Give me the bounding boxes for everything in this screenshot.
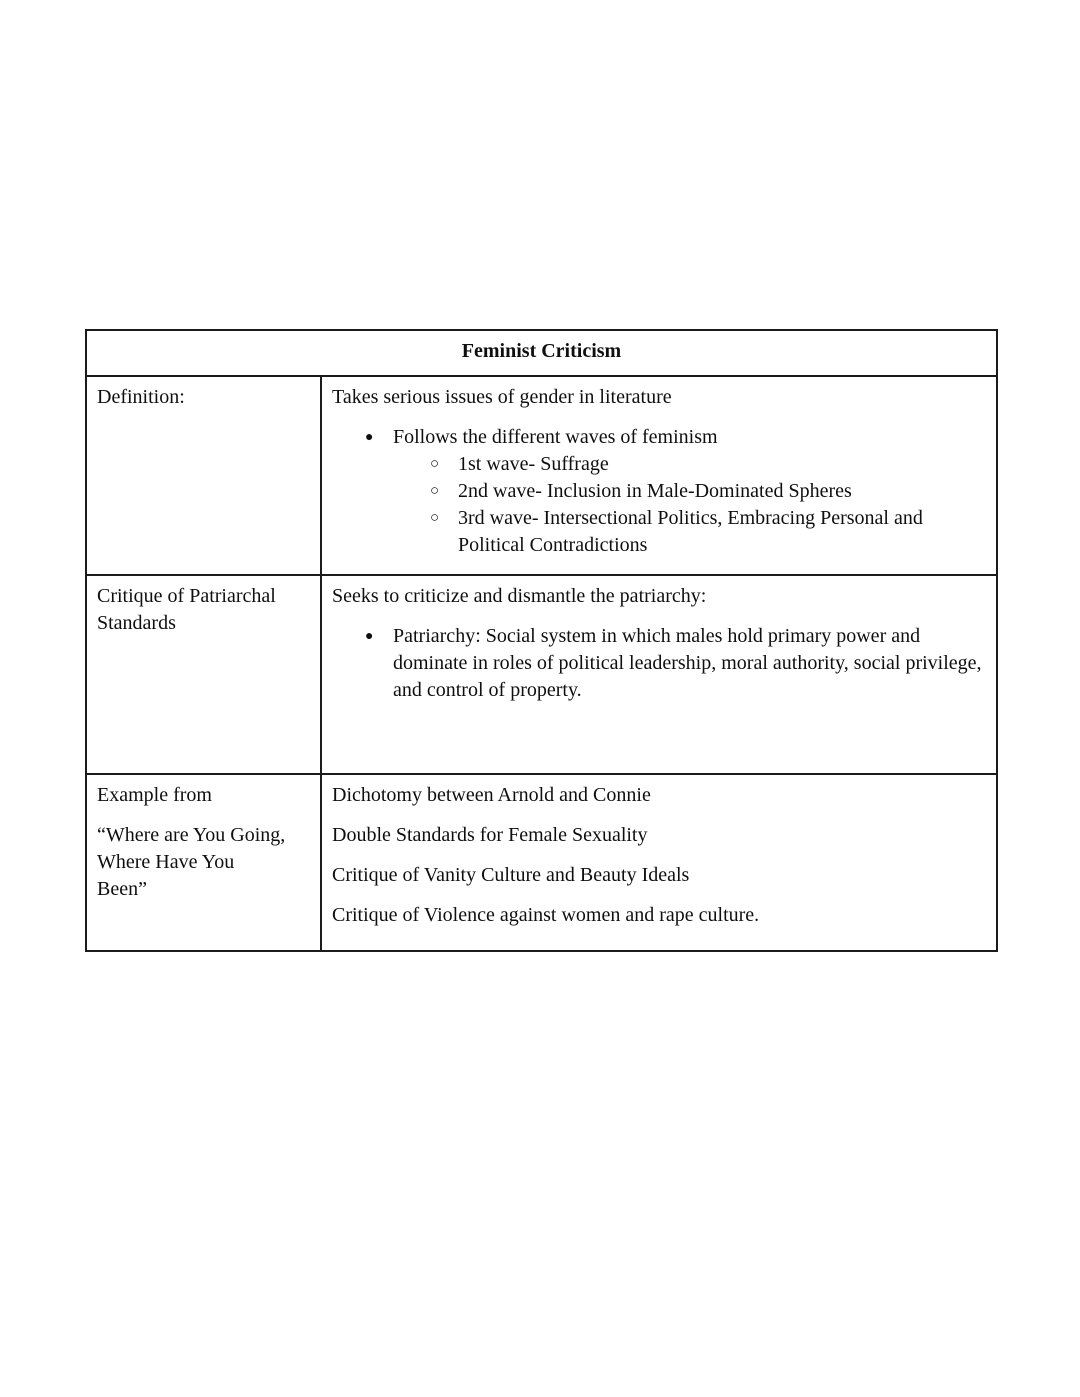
definition-bullet-list (332, 424, 986, 559)
definition-intro: Takes serious issues of gender in literature (332, 386, 672, 408)
critique-intro: Seeks to criticize and dismantle the patriarchy: (332, 585, 707, 607)
example-content-cell (321, 774, 997, 951)
list-item-text: Follows the different waves of feminism (393, 426, 718, 448)
example-paragraph: Critique of Violence against women and rape culture. (332, 904, 760, 926)
bullet-icon: ● (365, 430, 374, 445)
table-row-definition (86, 376, 997, 575)
critique-label-cell (86, 575, 321, 774)
table-title-row (86, 330, 997, 376)
definition-content-cell (321, 376, 997, 575)
table-title: Feminist Criticism (461, 340, 622, 362)
list-item-text: 2nd wave- Inclusion in Male-Dominated Spheres (458, 480, 852, 502)
list-item (332, 424, 986, 451)
example-paragraph: Dichotomy between Arnold and Connie (332, 784, 651, 806)
circle-bullet-icon: ○ (430, 483, 440, 499)
circle-bullet-icon: ○ (430, 456, 440, 472)
critique-bullet-list (332, 623, 986, 704)
example-paragraph: Critique of Vanity Culture and Beauty Ideals (332, 864, 690, 886)
list-item-text: Patriarchy: Social system in which males hold primary power and dominate in roles of political leadership, moral authority, social privilege, and control of property. (393, 625, 982, 701)
list-item-text: 1st wave- Suffrage (458, 453, 609, 475)
list-item-text: 3rd wave- Intersectional Politics, Embracing Personal and Political Contradictions (458, 507, 923, 556)
circle-bullet-icon: ○ (430, 510, 440, 526)
example-paragraph: Double Standards for Female Sexuality (332, 824, 648, 846)
table-row-critique (86, 575, 997, 774)
example-story-title: “Where are You Going, Where Have You Been” (97, 824, 286, 900)
table-title-cell (86, 330, 997, 376)
list-item (332, 623, 986, 704)
definition-label-cell (86, 376, 321, 575)
example-label: Example from (97, 784, 212, 806)
table-row-example (86, 774, 997, 951)
feminist-criticism-table (85, 329, 998, 952)
definition-label: Definition: (97, 386, 185, 408)
example-label-cell (86, 774, 321, 951)
list-item (332, 478, 986, 505)
list-item (332, 505, 986, 559)
critique-label: Critique of Patriarchal Standards (97, 585, 276, 634)
list-item (332, 451, 986, 478)
bullet-icon: ● (365, 629, 374, 644)
critique-content-cell (321, 575, 997, 774)
